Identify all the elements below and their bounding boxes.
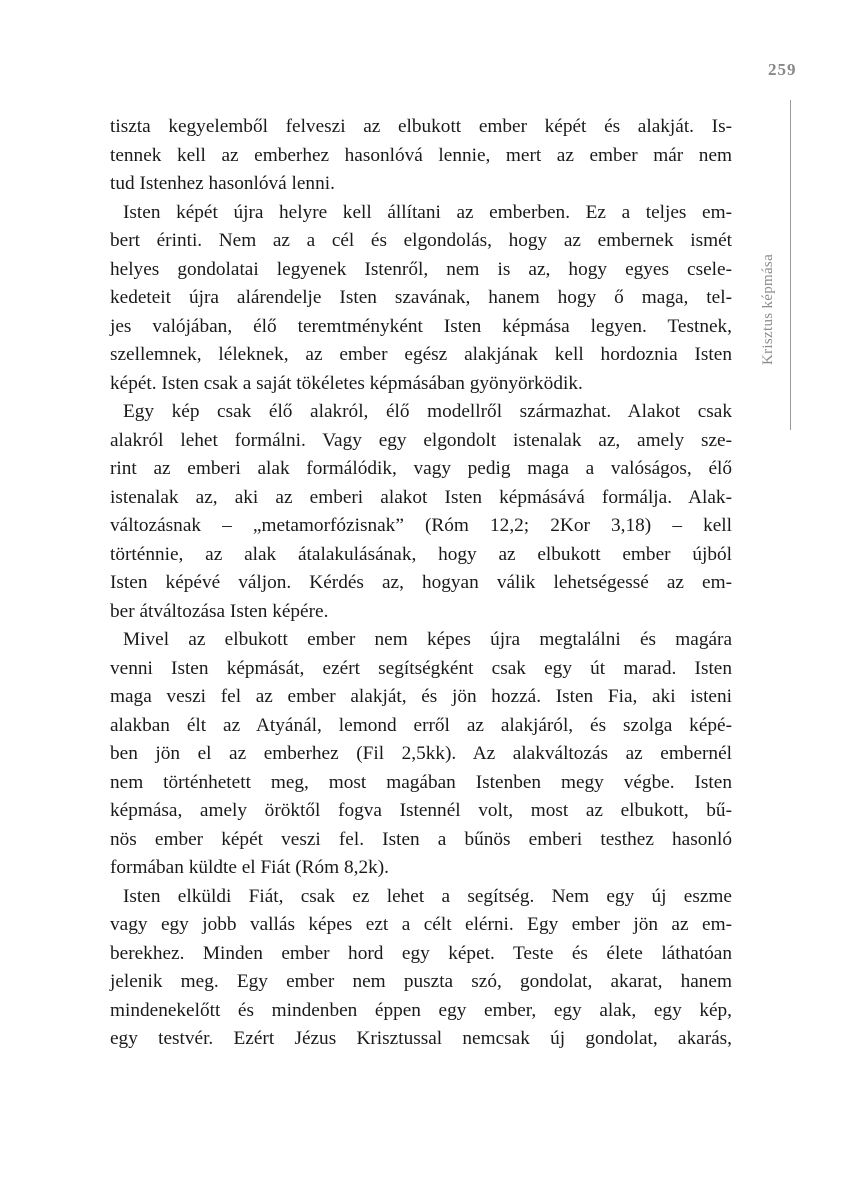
text-line: vagy egy jobb vallás képes ezt a célt elérni. Egy ember jön az em- [110, 914, 732, 935]
text-line: tiszta kegyelemből felveszi az elbukott ember képét és alakját. Is- [110, 116, 732, 137]
text-line: jelenik meg. Egy ember nem puszta szó, gondolat, akarat, hanem [110, 971, 732, 992]
text-line: változásnak – „metamorfózisnak” (Róm 12,2; 2Kor 3,18) – kell [110, 515, 732, 536]
text-line: egy testvér. Ezért Jézus Krisztussal nemcsak új gondolat, akarás, [110, 1028, 732, 1049]
paragraph [110, 626, 732, 883]
text-line: maga veszi fel az ember alakját, és jön hozzá. Isten Fia, aki isteni [110, 686, 732, 707]
text-line: alakról lehet formálni. Vagy egy elgondolt istenalak az, amely sze- [110, 429, 732, 451]
text-line: kedeteit újra alárendelje Isten szavának, hanem hogy ő maga, tel- [110, 287, 732, 308]
text-line: szellemnek, léleknek, az ember egész alakjának kell hordoznia Isten [110, 344, 732, 365]
text-line: rint az emberi alak formálódik, vagy pedig maga a valóságos, élő [110, 458, 732, 479]
text-line: berekhez. Minden ember hord egy képet. Teste és élete láthatóan [110, 942, 732, 964]
text-line: jes valójában, élő teremtményként Isten képmása legyen. Testnek, [110, 315, 732, 337]
text-line: nem történhetett meg, most magában Istenben megy végbe. Isten [110, 771, 732, 793]
text-line: helyes gondolatai legyenek Istenről, nem is az, hogy egyes csele- [110, 258, 732, 280]
text-line: formában küldte el Fiát (Róm 8,2k). [110, 857, 389, 878]
page-number: 259 [768, 60, 797, 79]
text-line: tennek kell az emberhez hasonlóvá lennie, mert az ember már nem [110, 144, 732, 166]
text-line: tud Istenhez hasonlóvá lenni. [110, 173, 335, 194]
text-line: venni Isten képmását, ezért segítségként csak egy út marad. Isten [110, 657, 732, 679]
paragraph [110, 199, 732, 399]
text-line: ber átváltozása Isten képére. [110, 600, 329, 622]
text-line: Isten képét újra helyre kell állítani az emberben. Ez a teljes em- [123, 201, 732, 223]
paragraph [110, 113, 732, 199]
text-line: képét. Isten csak a saját tökéletes képmásában gyönyörködik. [110, 372, 583, 394]
text-line: bert érinti. Nem az a cél és elgondolás, hogy az embernek ismét [110, 230, 732, 251]
body-text [110, 113, 732, 1054]
paragraph [110, 398, 732, 626]
text-line: istenalak az, aki az emberi alakot Isten képmásává formálja. Alak- [110, 486, 732, 508]
running-head-title: Krisztus képmása [760, 253, 776, 365]
side-rule [790, 100, 791, 430]
text-line: mindenekelőtt és mindenben éppen egy ember, egy alak, egy kép, [110, 999, 732, 1021]
text-line: Isten képévé váljon. Kérdés az, hogyan válik lehetségessé az em- [110, 572, 732, 593]
text-line: történnie, az alak átalakulásának, hogy az elbukott ember újból [110, 543, 732, 565]
text-line: alakban élt az Atyánál, lemond erről az alakjáról, és szolga képé- [110, 714, 732, 736]
text-line: ben jön el az emberhez (Fil 2,5kk). Az alakváltozás az embernél [110, 743, 732, 764]
text-line: Isten elküldi Fiát, csak ez lehet a segítség. Nem egy új eszme [123, 885, 732, 907]
text-line: képmása, amely öröktől fogva Istennél volt, most az elbukott, bű- [110, 800, 732, 821]
paragraph [110, 883, 732, 1054]
text-line: nös ember képét veszi fel. Isten a bűnös emberi testhez hasonló [110, 828, 732, 850]
text-line: Egy kép csak élő alakról, élő modellről származhat. Alakot csak [123, 401, 732, 422]
text-line: Mivel az elbukott ember nem képes újra megtalálni és magára [123, 629, 732, 650]
